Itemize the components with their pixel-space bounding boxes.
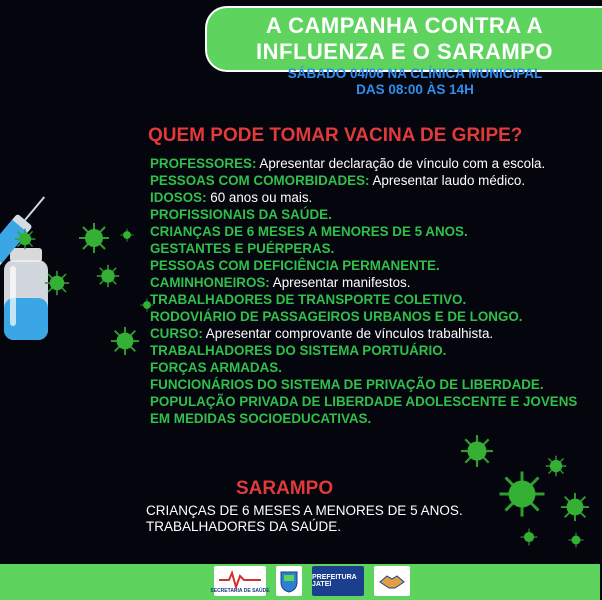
list-item [150,240,595,257]
virus-icon [460,434,494,468]
event-date-line-1: SÁBADO 04/06 NA CLÍNICA MUNICIPAL [287,66,543,81]
flu-heading: QUEM PODE TOMAR VACINA DE GRIPE? [148,125,523,146]
item-label: PROFESSORES: [150,156,257,171]
item-desc: Apresentar comprovante de vínculos trabalhista. [202,326,494,341]
title-line-1: A CAMPANHA CONTRA A [265,13,544,38]
partnership-logo [374,566,410,596]
item-label: PESSOAS COM DEFICIÊNCIA PERMANENTE. [150,258,440,273]
list-item [150,325,595,342]
handshake-icon [377,569,407,593]
list-item: TRABALHADORES DA SAÚDE. [146,519,342,534]
list-item [150,393,595,427]
item-label: POPULAÇÃO PRIVADA DE LIBERDADE ADOLESCENTE E JOVENS EM MEDIDAS SOCIOEDUCATIVAS. [150,394,578,426]
heartbeat-icon [210,568,270,594]
virus-icon [78,222,110,254]
virus-icon [110,326,140,356]
item-desc: 60 anos ou mais. [206,190,313,205]
crest-icon [279,569,299,593]
virus-icon [14,228,36,250]
prefeitura-jatei-logo [312,566,364,596]
footer-logos [210,566,410,596]
sarampo-eligibility-list [146,503,463,535]
item-label: PESSOAS COM COMORBIDADES: [150,173,370,188]
item-label: FUNCIONÁRIOS DO SISTEMA DE PRIVAÇÃO DE LIBERDADE. [150,377,544,392]
list-item [150,155,595,172]
list-item [150,342,595,359]
logo-label: SECRETARIA DE SAÚDE [210,588,270,594]
list-item [150,359,595,376]
list-item [150,376,595,393]
virus-icon [560,492,590,522]
list-item [150,206,595,223]
title-banner [205,6,602,72]
event-date [250,66,580,98]
title-line-2: INFLUENZA E O SARAMPO [256,39,553,64]
item-desc: Apresentar declaração de vínculo com a escola. [256,156,546,171]
virus-icon [545,455,567,477]
virus-icon [568,532,584,548]
logo-label: PREFEITURA JATEÍ [312,574,357,588]
item-label: GESTANTES E PUÉRPERAS. [150,241,335,256]
virus-icon [44,270,70,296]
list-item [150,223,595,240]
item-label: RODOVIÁRIO DE PASSAGEIROS URBANOS E DE LONGO. [150,309,523,324]
item-label: IDOSOS: [150,190,207,205]
item-label: FORÇAS ARMADAS. [150,360,282,375]
item-label: CURSO: [150,326,203,341]
event-date-line-2: DAS 08:00 ÀS 14H [356,82,474,97]
municipal-crest-logo [276,566,302,596]
list-item [150,308,595,325]
virus-icon [520,528,538,546]
list-item [150,172,595,189]
virus-icon [96,264,120,288]
sarampo-heading: SARAMPO [236,478,334,499]
item-desc: Apresentar manifestos. [269,275,411,290]
flu-eligibility-list [150,155,595,427]
item-label: TRABALHADORES DO SISTEMA PORTUÁRIO. [150,343,447,358]
health-department-logo [210,566,270,596]
item-desc: Apresentar laudo médico. [369,173,526,188]
list-item [150,291,595,308]
list-item [150,257,595,274]
list-item: CRIANÇAS DE 6 MESES A MENORES DE 5 ANOS. [146,503,463,518]
vaccine-vial-icon [4,248,48,340]
virus-icon [498,470,546,518]
virus-icon [120,228,134,242]
list-item [150,189,595,206]
item-label: TRABALHADORES DE TRANSPORTE COLETIVO. [150,292,467,307]
item-label: PROFISSIONAIS DA SAÚDE. [150,207,332,222]
item-label: CRIANÇAS DE 6 MESES A MENORES DE 5 ANOS. [150,224,468,239]
list-item [150,274,595,291]
item-label: CAMINHONEIROS: [150,275,270,290]
